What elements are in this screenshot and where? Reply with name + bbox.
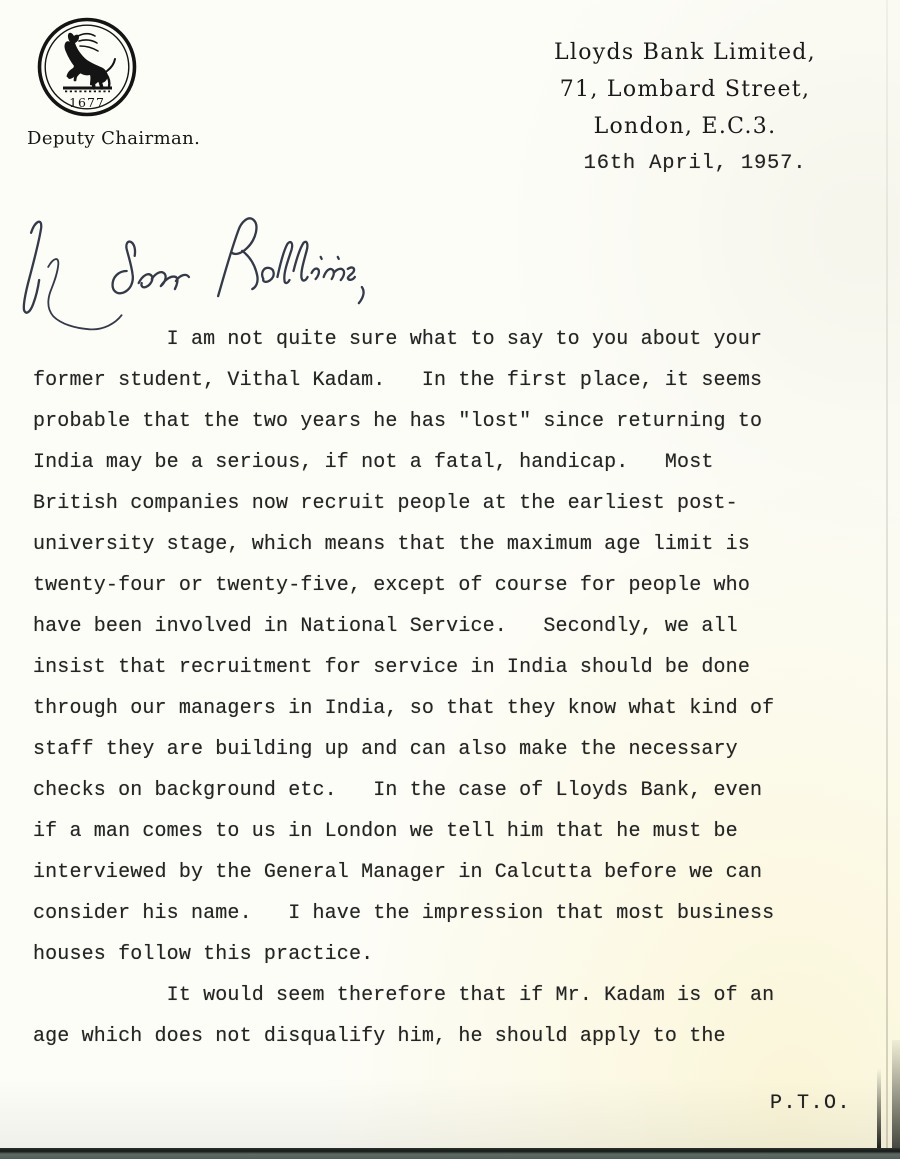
body-text-line: houses follow this practice. — [33, 943, 374, 966]
body-text-line: checks on background etc. In the case of Lloyds Bank, even — [33, 779, 763, 802]
lloyds-bank-logo — [36, 16, 138, 122]
body-text-line: consider his name. I have the impression that most business — [33, 902, 775, 925]
body-text-line: twenty-four or twenty-five, except of course for people who — [33, 574, 750, 597]
scan-edge-right — [892, 1040, 900, 1159]
pto-note: P.T.O. — [770, 1092, 852, 1115]
address-lines — [520, 34, 850, 145]
body-text-line: have been involved in National Service. Secondly, we all — [33, 615, 738, 638]
body-text-line: former student, Vithal Kadam. In the first place, it seems — [33, 369, 763, 392]
black-horse-emblem-icon — [36, 16, 138, 122]
body-text-line: university stage, which means that the maximum age limit is — [33, 533, 750, 556]
body-text-line: staff they are building up and can also make the necessary — [33, 738, 738, 761]
deputy-chairman-title: Deputy Chairman. — [27, 128, 201, 149]
body-text-line: It would seem therefore that if Mr. Kadam is of an — [33, 984, 775, 1007]
letter-body — [33, 319, 774, 1057]
body-text-line: interviewed by the General Manager in Calcutta before we can — [33, 861, 763, 884]
letter-date: 16th April, 1957. — [583, 152, 807, 175]
body-text-line: if a man comes to us in London we tell him that he must be — [33, 820, 738, 843]
body-text-line: British companies now recruit people at the earliest post- — [33, 492, 738, 515]
address-line: Lloyds Bank Limited, — [554, 40, 816, 65]
address-line: 71, Lombard Street, — [559, 77, 811, 102]
body-text-line: insist that recruitment for service in India should be done — [33, 656, 750, 679]
scan-crease-line — [886, 0, 888, 1159]
body-text-line: through our managers in India, so that they know what kind of — [33, 697, 775, 720]
address-line: London, E.C.3. — [593, 114, 777, 139]
body-text-line: age which does not disqualify him, he should apply to the — [33, 1025, 726, 1048]
body-text-line: I am not quite sure what to say to you about your — [33, 328, 763, 351]
body-text-line: probable that the two years he has "lost" since returning to — [33, 410, 763, 433]
scan-corner-line — [877, 1068, 881, 1150]
body-text-line: India may be a serious, if not a fatal, handicap. Most — [33, 451, 714, 474]
logo-year: 1677 — [69, 95, 105, 110]
scan-edge-bottom — [0, 1148, 900, 1159]
letterhead-address-block — [520, 34, 850, 183]
